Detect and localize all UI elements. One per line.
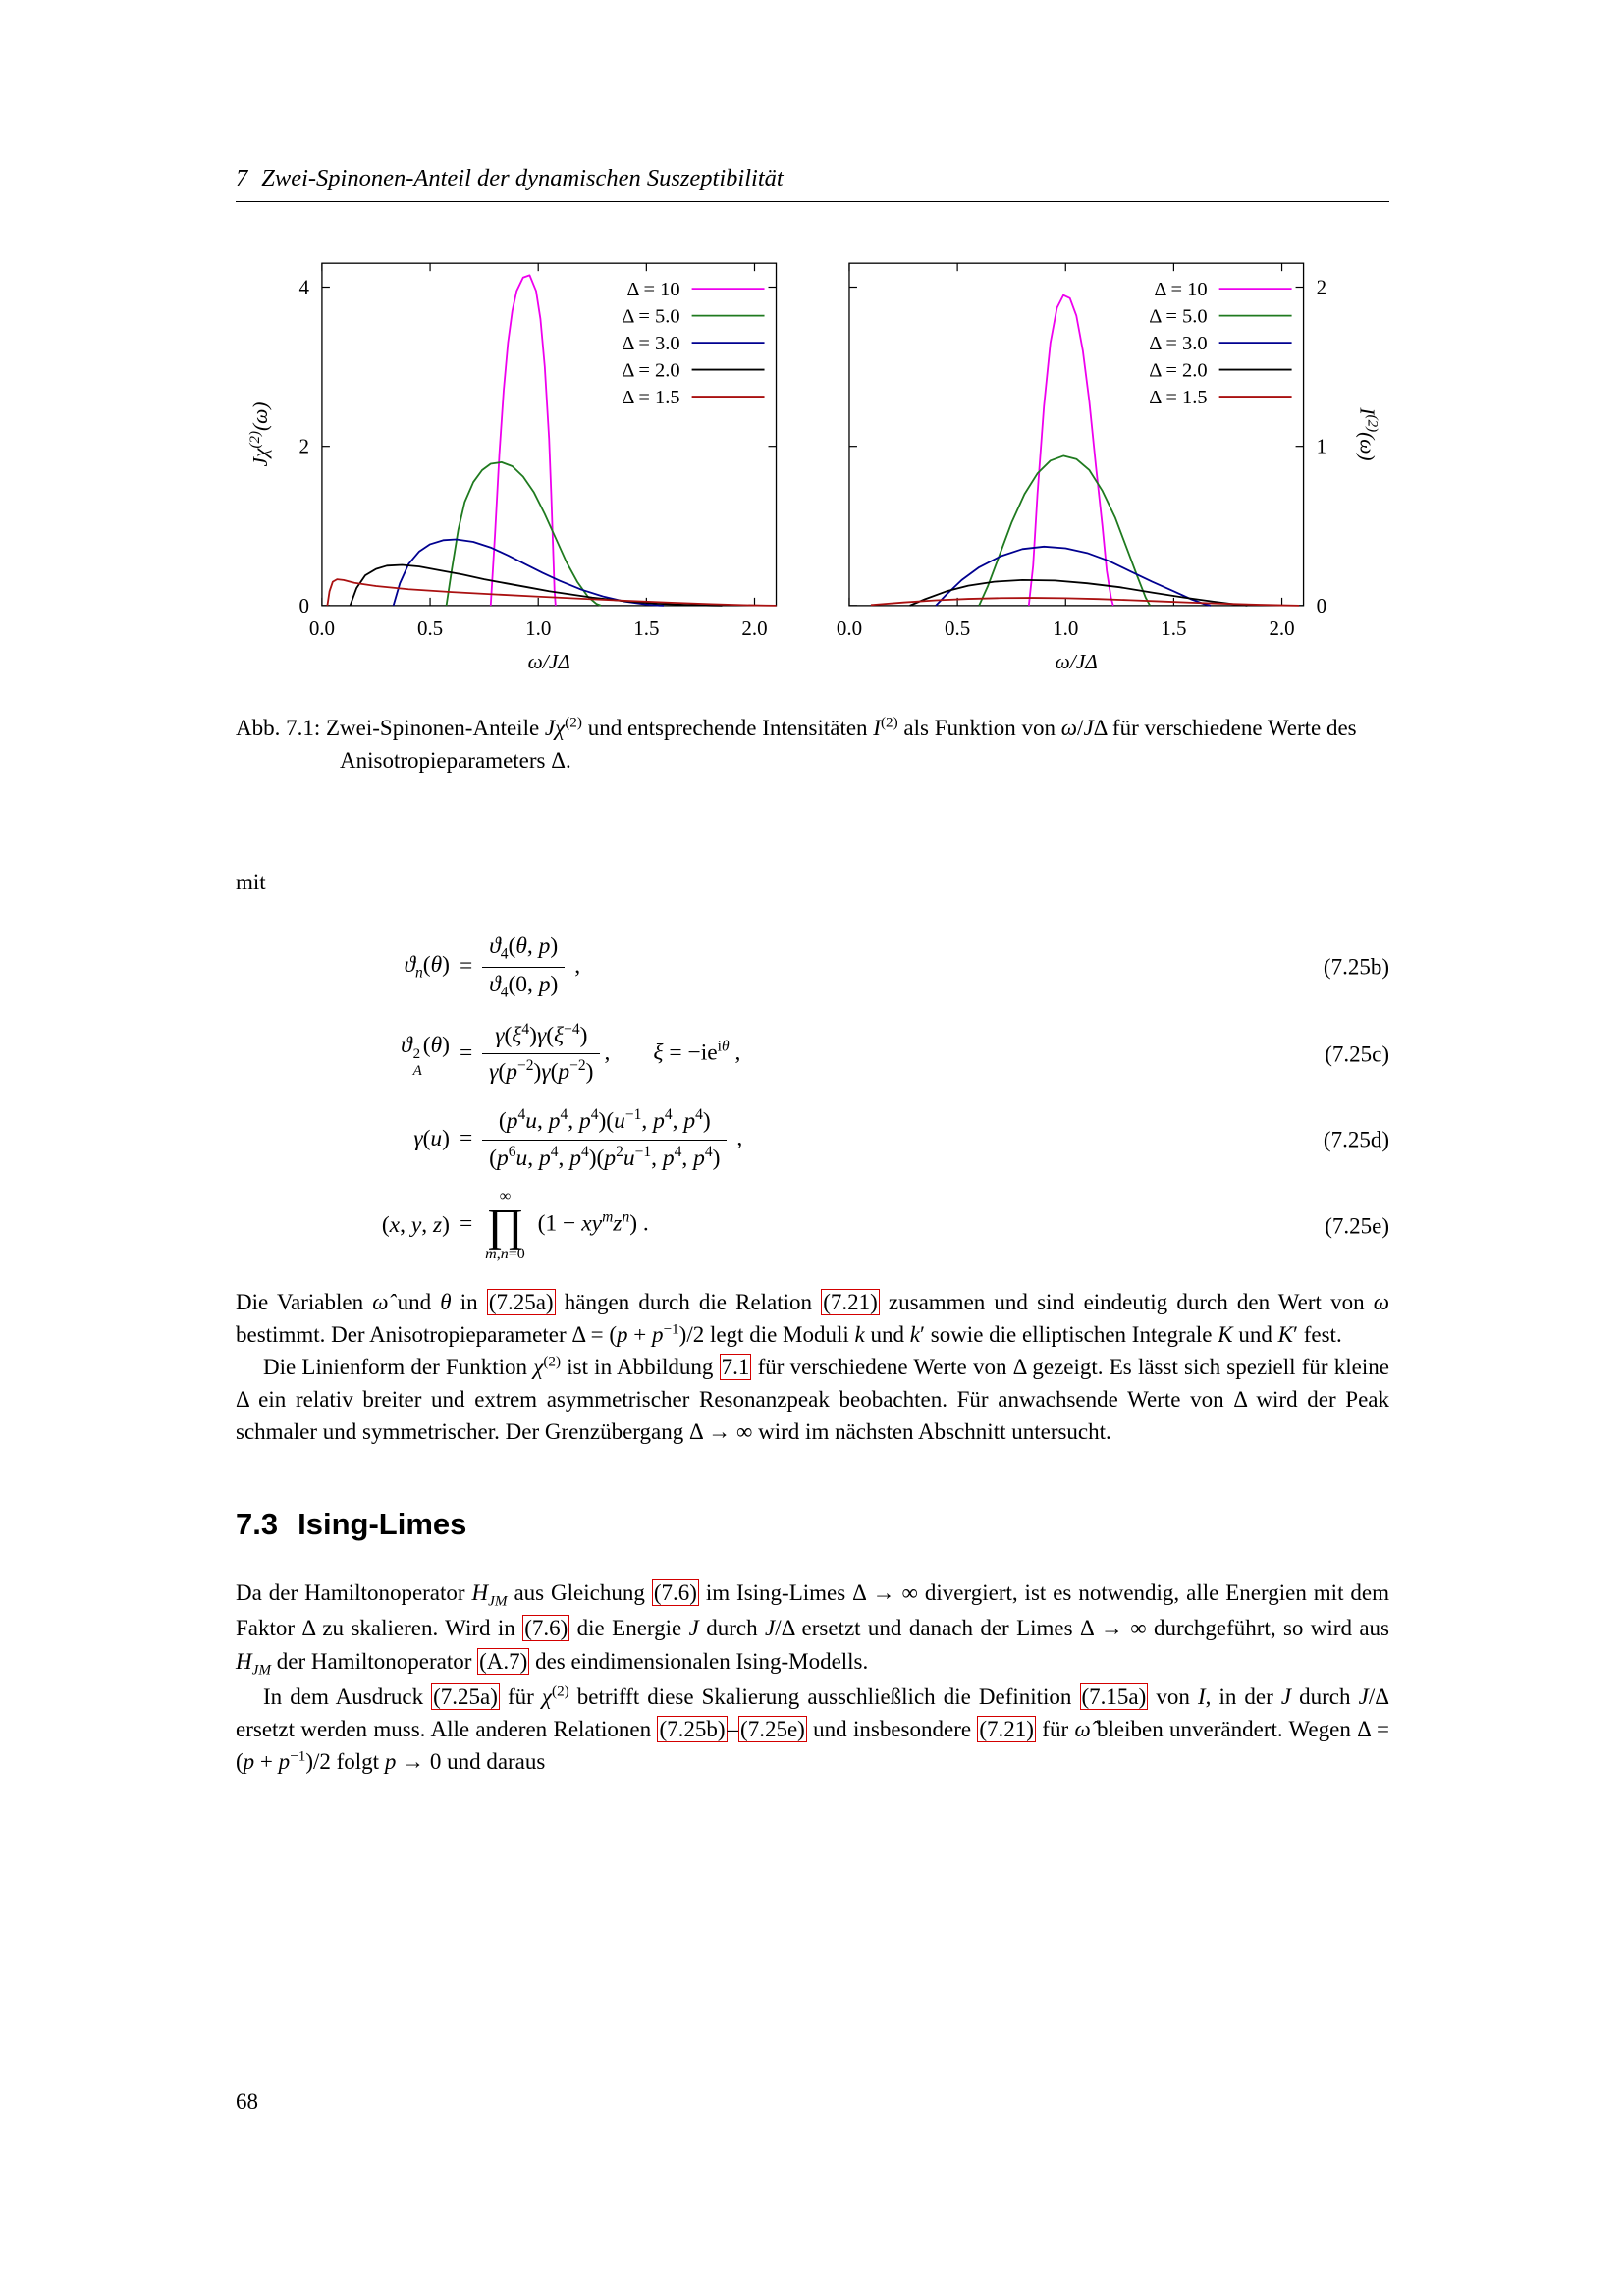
equation-7-25e: [236, 1189, 1389, 1261]
equation-number: (7.25e): [1325, 1213, 1389, 1239]
equation-7-25c: [236, 1018, 1389, 1091]
ref-7-6[interactable]: (7.6): [653, 1579, 697, 1605]
header-rule: [236, 201, 1389, 202]
svg-text:0: 0: [298, 593, 309, 617]
svg-text:I(2)(ω): $I^{(2)}(\omega)$: [1355, 407, 1380, 461]
svg-text:Δ = 1.5: Δ = 1.5: [622, 387, 680, 409]
equation-block: [236, 930, 1389, 1262]
equation-rhs: = $\frac{\gamma(\xi^4)\gamma(\xi^{-4})}{\gamma(p^{-2})\gamma(p^{-2})}$ , $\xi = -ie^{i\theta}$ ,: [450, 1018, 740, 1091]
running-header-title: Zwei-Spinonen-Anteil der dynamischen Suszeptibilität: [261, 165, 784, 191]
ref-7-25b[interactable]: (7.25b): [659, 1717, 726, 1742]
svg-text:0.5: 0.5: [416, 615, 444, 640]
svg-text:1: 1: [1316, 434, 1326, 458]
svg-text:0.0: 0.0: [308, 615, 336, 640]
svg-text:4: 4: [298, 275, 309, 299]
plot-intensity: [826, 245, 1390, 682]
svg-text:ω/JΔ: ω/JΔ: [1055, 649, 1098, 673]
svg-text:2: 2: [1316, 275, 1326, 299]
svg-text:1.0: 1.0: [1052, 615, 1078, 640]
mit-line: mit: [236, 869, 266, 894]
svg-text:Δ = 5.0: Δ = 5.0: [622, 305, 680, 328]
equation-lhs: (x, y, z): [381, 1211, 450, 1238]
equation-number: (7.25c): [1325, 1041, 1389, 1067]
equation-lhs: ϑ 2 A (θ): [401, 1032, 450, 1079]
paragraph-ising-2: In dem Ausdruck (7.25a) für $\chi^{(2)}$ betrifft diese Skalierung ausschließlich die Definition (7.15a) von I, in der J durch J/Δ ersetzt werden muss. Alle anderen Relationen (7.25b)–(7.25e) und insbesondere (7.21) für ω̂ bleiben unverändert. Wegen $\Delta = (p + p^{-1})/2$ folgt p → 0 und daraus: [236, 1682, 1389, 1775]
svg-text:Δ = 10: Δ = 10: [1153, 279, 1208, 301]
figure-7-1: [236, 245, 1389, 777]
section-title: Ising-Limes: [298, 1507, 467, 1542]
svg-text:1.5: 1.5: [1160, 615, 1187, 640]
svg-text:2.0: 2.0: [741, 615, 768, 640]
paragraph-variables: Die Variablen ω̂ und θ in (7.25a) hängen durch die Relation (7.21) zusammen und sind eindeutig durch den Wert von ω bestimmt. Der Anisotropieparameter $\Delta = (p + p^{-1})/2$ legt die Moduli k und k′ sowie die elliptischen Integrale K und K′ fest.: [236, 1289, 1389, 1347]
svg-text:Jχ(2)(ω): $J\chi^{(2)}(\omega)$: [246, 401, 272, 467]
section-heading-7-3: [236, 1503, 1389, 1547]
svg-text:1.5: 1.5: [633, 615, 660, 640]
svg-text:ω/JΔ: ω/JΔ: [527, 649, 570, 673]
equation-7-25b: [236, 930, 1389, 1005]
ref-7-21-2[interactable]: (7.21): [979, 1717, 1034, 1742]
ref-7-6b[interactable]: (7.6): [524, 1616, 568, 1641]
ref-7-25a[interactable]: (7.25a): [488, 1289, 554, 1314]
ref-a-7[interactable]: (A.7): [479, 1648, 528, 1674]
plot-chi2: [236, 245, 800, 682]
page-number: 68: [236, 2089, 258, 2113]
ref-fig-7-1[interactable]: 7.1: [721, 1354, 750, 1379]
svg-text:Δ = 5.0: Δ = 5.0: [1148, 305, 1208, 328]
equation-rhs: = ∞ ∏ m,n=0 $(1 - xy^mz^n)$ .: [460, 1188, 649, 1262]
equation-number: (7.25d): [1323, 1127, 1389, 1152]
svg-text:1.0: 1.0: [525, 615, 552, 640]
svg-text:Δ = 2.0: Δ = 2.0: [622, 359, 680, 382]
equation-7-25d: [236, 1103, 1389, 1176]
svg-text:2: 2: [298, 434, 309, 458]
running-header: [236, 165, 1389, 202]
svg-text:Δ = 1.5: Δ = 1.5: [1148, 387, 1208, 409]
svg-text:Δ = 10: Δ = 10: [626, 279, 680, 301]
svg-text:Δ = 2.0: Δ = 2.0: [1148, 359, 1208, 382]
svg-text:0.5: 0.5: [944, 615, 970, 640]
body-text: [236, 866, 1389, 1779]
svg-text:0: 0: [1316, 593, 1326, 617]
figure-caption: Abb. 7.1: Zwei-Spinonen-Anteile $J\chi^{(2)}$ und entsprechende Intensitäten $I^{(2)}$ als Funktion von ω/JΔ für verschiedene Werte des Anisotropieparameters Δ.: [236, 714, 1357, 774]
ref-7-25e[interactable]: (7.25e): [740, 1717, 805, 1742]
ref-7-15a[interactable]: (7.15a): [1081, 1683, 1147, 1709]
equation-lhs: $ϑ_n(\theta)$: [404, 952, 450, 982]
equation-rhs: = $\frac{(p^4u, p^4, p^4)(u^{-1}, p^4, p^4)}{(p^6u, p^4, p^4)(p^2u^{-1}, p^4, p^4)}$ ,: [450, 1103, 742, 1176]
equation-number: (7.25b): [1323, 954, 1389, 980]
svg-text:2.0: 2.0: [1268, 615, 1295, 640]
ref-7-25a-2[interactable]: (7.25a): [433, 1683, 498, 1709]
equation-lhs: γ(u): [413, 1126, 450, 1152]
figure-plots: [236, 245, 1389, 682]
section-number: 7.3: [236, 1507, 279, 1542]
svg-text:Δ = 3.0: Δ = 3.0: [1148, 333, 1208, 355]
svg-text:Δ = 3.0: Δ = 3.0: [622, 333, 680, 355]
svg-text:0.0: 0.0: [836, 615, 862, 640]
paragraph-ising-1: Da der Hamiltonoperator $H_{JM}$ aus Gleichung (7.6) im Ising-Limes Δ → ∞ divergiert, ist es notwendig, alle Energien mit dem Faktor Δ zu skalieren. Wird in (7.6) die Energie J durch J/Δ ersetzt und danach der Limes Δ → ∞ durchgeführt, so wird aus $H_{JM}$ der Hamiltonoperator (A.7) des eindimensionalen Ising-Modells.: [236, 1579, 1390, 1679]
chapter-number: 7: [236, 165, 248, 191]
equation-rhs: = $\frac{ϑ_4(\theta, p)}{ϑ_4(0, p)}$ ,: [450, 930, 580, 1005]
paragraph-lineshape: Die Linienform der Funktion $\chi^{(2)}$ ist in Abbildung 7.1 für verschiedene Werte von Δ gezeigt. Es lässt sich speziell für kleine Δ ein relativ breiter und extrem asymmetrischer Resonanzpeak beobachten. Für anwachsende Werte von Δ wird der Peak schmaler und symmetrischer. Der Grenzübergang Δ → ∞ wird im nächsten Abschnitt untersucht.: [236, 1353, 1389, 1445]
ref-7-21[interactable]: (7.21): [823, 1289, 878, 1314]
